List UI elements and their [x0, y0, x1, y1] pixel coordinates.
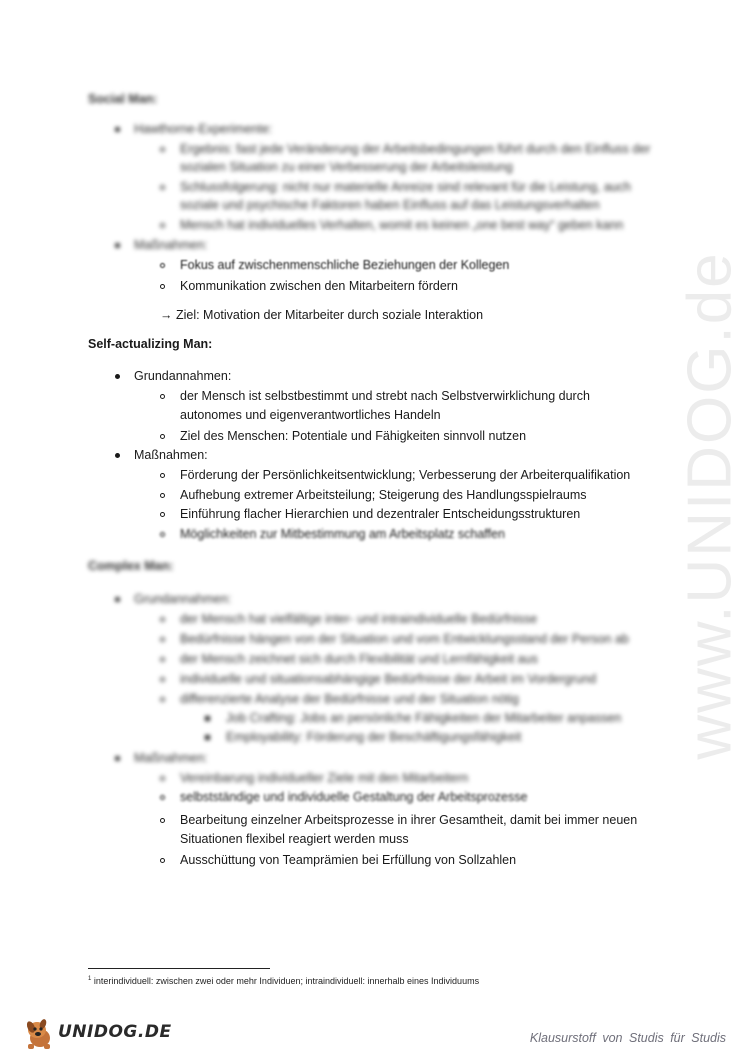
circle-bullet [160, 617, 165, 622]
footnote-text: interindividuell: zwischen zwei oder mehr Individuen; intraindividuell: innerhalb eines Individuums [93, 976, 480, 986]
square-bullet [205, 716, 210, 721]
ziel-text: → Ziel: Motivation der Mitarbeiter durch soziale Interaktion [160, 308, 484, 322]
circle-bullet [160, 185, 165, 190]
tagline: Klausurstoff von Studis für Studis [529, 1031, 726, 1045]
list-item: Schlussfolgerung: nicht nur materielle Anreize sind relevant für die Leistung, auch [180, 180, 631, 194]
circle-bullet [160, 818, 165, 823]
watermark [645, 250, 750, 760]
circle-bullet [160, 263, 165, 268]
bullet [115, 756, 120, 761]
list-item: Fokus auf zwischenmenschliche Beziehungen der Kollegen [180, 258, 510, 272]
list-item: Einführung flacher Hierarchien und dezentraler Entscheidungsstrukturen [180, 507, 581, 521]
circle-bullet [160, 147, 165, 152]
list-item: der Mensch ist selbstbestimmt und strebt nach Selbstverwirklichung durch [180, 389, 590, 403]
unidog-logo [22, 1016, 172, 1052]
list-item: differenzierte Analyse der Bedürfnisse und der Situation nötig [180, 692, 519, 706]
list-item: Aufhebung extremer Arbeitsteilung; Steigerung des Handlungsspielraums [180, 488, 587, 502]
list-item: Bedürfnisse hängen von der Situation und vom Entwicklungsstand der Person ab [180, 632, 629, 646]
list-item: Situationen flexibel reagiert werden muss [180, 832, 409, 846]
list-item: sozialen Situation zu einer Verbesserung der Arbeitsleistung [180, 160, 513, 174]
footnote-rule [88, 968, 270, 969]
sub-list-item: Employability: Förderung der Beschäftigungsfähigkeit [226, 730, 522, 744]
bullet [115, 243, 120, 248]
list-item: individuelle und situationsabhängige Bedürfnisse der Arbeit im Vordergrund [180, 672, 597, 686]
list-item: Förderung der Persönlichkeitsentwicklung; Verbesserung der Arbeiterqualifikation [180, 468, 631, 482]
square-bullet [205, 735, 210, 740]
social-man-heading: Social Man: [88, 92, 158, 106]
list-item: selbstständige und individuelle Gestaltung der Arbeitsprozesse [180, 790, 528, 804]
grundannahmen-label: Grundannahmen: [134, 592, 232, 606]
list-item: Ergebnis: fast jede Veränderung der Arbeitsbedingungen führt durch den Einfluss der [180, 142, 651, 156]
massnahmen-label: Maßnahmen: [134, 751, 208, 765]
footnote-number: 1 [88, 976, 92, 982]
sub-list-item: Job Crafting: Jobs an persönliche Fähigkeiten der Mitarbeiter anpassen [226, 711, 622, 725]
circle-bullet [160, 512, 165, 517]
hawthorne-label: Hawthorne-Experimente: [134, 122, 273, 136]
watermark-text: www.UNIDOG.de [675, 250, 745, 760]
circle-bullet [160, 776, 165, 781]
massnahmen-label: Maßnahmen: [134, 448, 208, 462]
footnote [88, 976, 479, 986]
list-item: Vereinbarung individueller Ziele mit den Mitarbeitern [180, 771, 469, 785]
dog-icon [22, 1016, 58, 1052]
circle-bullet [160, 473, 165, 478]
circle-bullet [160, 697, 165, 702]
circle-bullet [160, 657, 165, 662]
list-item: Kommunikation zwischen den Mitarbeitern fördern [180, 279, 458, 293]
list-item: Ausschüttung von Teamprämien bei Erfüllung von Sollzahlen [180, 853, 517, 867]
circle-bullet [160, 637, 165, 642]
bullet [115, 597, 120, 602]
list-item: der Mensch zeichnet sich durch Flexibilität und Lernfähigkeit aus [180, 652, 538, 666]
grundannahmen-label: Grundannahmen: [134, 369, 232, 383]
circle-bullet [160, 394, 165, 399]
complex-man-heading: Complex Man: [88, 559, 174, 573]
circle-bullet [160, 795, 165, 800]
circle-bullet [160, 677, 165, 682]
circle-bullet [160, 858, 165, 863]
circle-bullet [160, 532, 165, 537]
massnahmen-label: Maßnahmen: [134, 238, 208, 252]
list-item: Bearbeitung einzelner Arbeitsprozesse in ihrer Gesamtheit, damit bei immer neuen [180, 813, 638, 827]
list-item: der Mensch hat vielfältige inter- und intraindividuelle Bedürfnisse [180, 612, 538, 626]
circle-bullet [160, 223, 165, 228]
list-item: Ziel des Menschen: Potentiale und Fähigkeiten sinnvoll nutzen [180, 429, 527, 443]
circle-bullet [160, 493, 165, 498]
list-item: autonomes und eigenverantwortliches Handeln [180, 408, 441, 422]
bullet [115, 127, 120, 132]
bullet [115, 453, 120, 458]
circle-bullet [160, 434, 165, 439]
logo-text: UNIDOG.DE [58, 1022, 172, 1042]
circle-bullet [160, 284, 165, 289]
self-actualizing-heading: Self-actualizing Man: [88, 337, 213, 351]
list-item: Möglichkeiten zur Mitbestimmung am Arbeitsplatz schaffen [180, 527, 505, 541]
bullet [115, 374, 120, 379]
list-item: soziale und psychische Faktoren haben Einfluss auf das Leistungsverhalten [180, 198, 600, 212]
list-item: Mensch hat individuelles Verhalten, womit es keinen „one best way“ geben kann [180, 218, 624, 232]
